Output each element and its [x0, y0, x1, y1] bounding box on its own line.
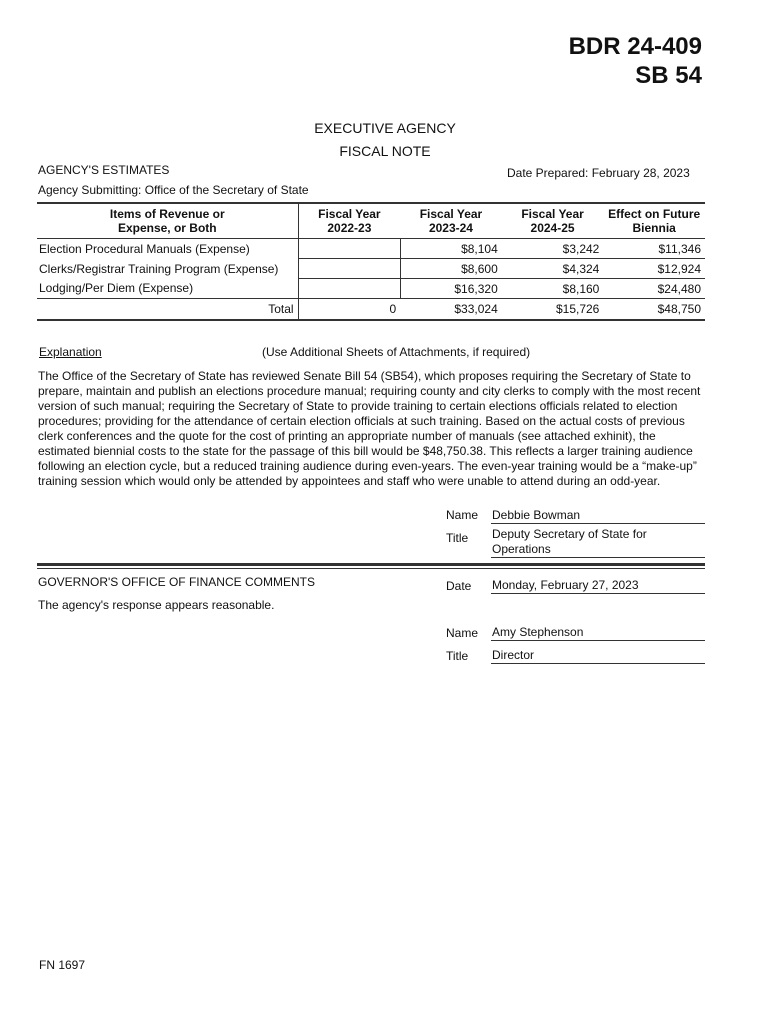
bill-identifier — [569, 32, 702, 90]
header-fy3-line2: 2024-25 — [530, 221, 575, 235]
row-item: Election Procedural Manuals (Expense) — [37, 239, 298, 259]
governor-date-value: Monday, February 27, 2023 — [491, 578, 705, 594]
row-future-biennia: $24,480 — [603, 279, 705, 299]
explanation-text: The Office of the Secretary of State has reviewed Senate Bill 54 (SB54), which proposes requiring the Secretary of State to prepare, maintain and publish an elections procedure manual; requiring county and city clerks to comply with the most recent version of such manual; requiring the Secretary of State to provide training to certain elections officials related to election procedures; providing for the attendance of certain election officials at such training. Based on the actual costs of previous clerk conferences and the quote for the cost of printing an appropriate number of manuals (see attached exhinit), the estimated biennial costs to the state for the passage of this bill would be $48,750.38. This reflects a larger training audience following an election cycle, but a reduced training audience during even-years. The even-year training would be a “make-up” training session which would only be attended by appointees and staff who were unable to attend during an odd-year. — [38, 369, 701, 488]
agency-name-value: Debbie Bowman — [491, 508, 705, 524]
fiscal-estimates-table — [37, 202, 705, 321]
governor-name-label: Name — [446, 626, 479, 640]
table-row — [37, 239, 705, 259]
header-fy3-line1: Fiscal Year — [521, 207, 584, 221]
governor-comments-heading: GOVERNOR'S OFFICE OF FINANCE COMMENTS — [38, 575, 315, 589]
governor-name-value: Amy Stephenson — [491, 625, 705, 641]
agency-title-line1: Deputy Secretary of State for — [492, 527, 647, 541]
row-fy-2024-25: $4,324 — [502, 259, 604, 279]
row-fy-2023-24: $16,320 — [400, 279, 502, 299]
section-divider — [37, 563, 705, 566]
header-fy-2024-25 — [502, 203, 604, 239]
header-future-line2: Biennia — [632, 221, 676, 235]
governor-date-label: Date — [446, 579, 472, 593]
bill-number: SB 54 — [635, 62, 702, 89]
agency-name-label: Name — [446, 508, 479, 522]
header-items — [37, 203, 298, 239]
total-fy-2023-24: $33,024 — [400, 299, 502, 321]
row-item: Lodging/Per Diem (Expense) — [37, 279, 298, 299]
agency-submitting: Agency Submitting: Office of the Secretary of State — [38, 183, 309, 197]
header-fy2-line1: Fiscal Year — [419, 207, 483, 221]
row-fy-2023-24: $8,104 — [400, 239, 502, 259]
explanation-label: Explanation — [39, 345, 102, 359]
governor-comment: The agency's response appears reasonable. — [38, 598, 275, 612]
header-fy1-line1: Fiscal Year — [318, 207, 381, 221]
row-fy-2022-23 — [298, 259, 400, 279]
row-fy-2022-23 — [298, 279, 400, 299]
table-total-row — [37, 299, 705, 321]
agency-title-label: Title — [446, 531, 469, 545]
header-items-line1: Items of Revenue or — [109, 207, 225, 221]
table-row — [37, 279, 705, 299]
bdr-number: BDR 24-409 — [568, 33, 702, 60]
agency-title-value — [491, 527, 705, 558]
row-future-biennia: $12,924 — [603, 259, 705, 279]
date-prepared: Date Prepared: February 28, 2023 — [507, 166, 690, 180]
total-label: Total — [37, 299, 298, 321]
governor-title-label: Title — [446, 649, 469, 663]
header-fy-2022-23 — [298, 203, 400, 239]
header-items-line2: Expense, or Both — [117, 221, 217, 235]
table-header-row — [37, 203, 705, 239]
row-future-biennia: $11,346 — [603, 239, 705, 259]
document-title-line1: EXECUTIVE AGENCY — [314, 120, 456, 136]
header-fy1-line2: 2022-23 — [327, 221, 372, 235]
agency-title-line2: Operations — [492, 542, 551, 556]
header-fy2-line2: 2023-24 — [428, 221, 473, 235]
header-future-line1: Effect on Future — [608, 207, 701, 221]
document-title-line2: FISCAL NOTE — [339, 143, 431, 159]
explanation-note: (Use Additional Sheets of Attachments, if required) — [262, 345, 531, 359]
table-row — [37, 259, 705, 279]
total-fy-2022-23: 0 — [298, 299, 400, 321]
row-fy-2024-25: $8,160 — [502, 279, 604, 299]
total-future-biennia: $48,750 — [603, 299, 705, 321]
row-fy-2022-23 — [298, 239, 400, 259]
row-fy-2023-24: $8,600 — [400, 259, 502, 279]
header-future-biennia — [603, 203, 705, 239]
row-item: Clerks/Registrar Training Program (Expense) — [37, 259, 298, 279]
agency-estimates-label: AGENCY'S ESTIMATES — [38, 163, 170, 177]
header-fy-2023-24 — [400, 203, 502, 239]
total-fy-2024-25: $15,726 — [502, 299, 604, 321]
governor-title-value: Director — [491, 648, 705, 664]
row-fy-2024-25: $3,242 — [502, 239, 604, 259]
form-number: FN 1697 — [39, 958, 86, 972]
section-divider-thin — [37, 568, 705, 569]
